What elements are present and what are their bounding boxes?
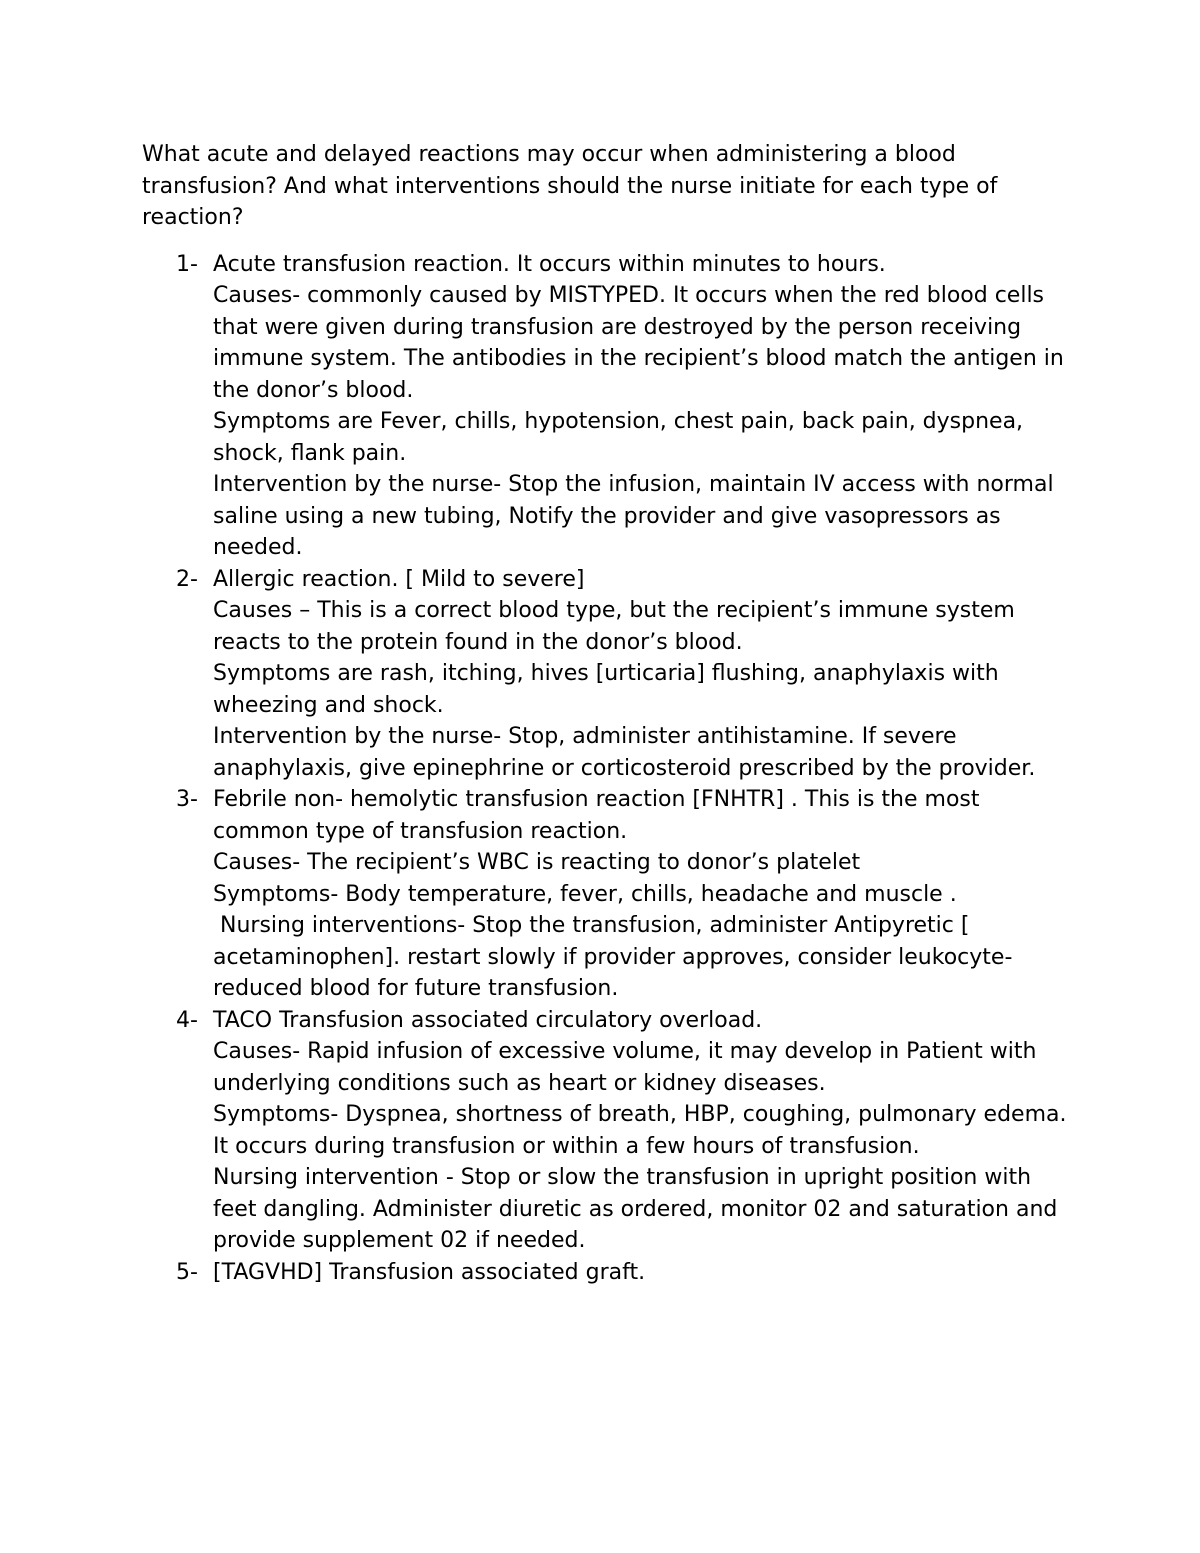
item-title: Allergic reaction. [ Mild to severe] [213, 566, 585, 592]
list-item-number: 4- [176, 1007, 198, 1033]
item-title: [TAGVHD] Transfusion associated graft. [213, 1259, 646, 1285]
list-item-number: 5- [176, 1259, 198, 1285]
list-item-number: 3- [176, 787, 198, 812]
list-item [142, 784, 1077, 1005]
item-symptoms: Symptoms- Dyspnea, shortness of breath, HBP, coughing, pulmonary edema. It occurs during transfusion or within a few hours of transfusion. [213, 1102, 1081, 1159]
item-causes: Causes- The recipient’s WBC is reacting to donor’s platelet [213, 850, 861, 875]
list-item [142, 249, 1077, 564]
item-intervention: Intervention by the nurse- Stop, administer antihistamine. If severe anaphylaxis, give epinephrine or corticosteroid prescribed by the provider. [213, 724, 1036, 781]
item-symptoms: Symptoms are rash, itching, hives [urticaria] flushing, anaphylaxis with wheezing and shock. [213, 661, 999, 718]
item-title: TACO Transfusion associated circulatory overload. [213, 1007, 763, 1033]
item-intervention: Intervention by the nurse- Stop the infusion, maintain IV access with normal saline using a new tubing, Notify the provider and give vasopressors as needed. [213, 472, 1054, 560]
item-causes: Causes – This is a correct blood type, but the recipient’s immune system reacts to the protein found in the donor’s blood. [213, 598, 1015, 655]
list-item [142, 564, 1077, 785]
document-body [142, 139, 1081, 1288]
list-item-number: 1- [176, 251, 198, 277]
item-causes: Causes- commonly caused by MISTYPED. It occurs when the red blood cells that were given during transfusion are destroyed by the person receiving immune system. The antibodies in the recipient’s blood match the antigen in the donor’s blood. [213, 283, 1064, 403]
list-item-number: 2- [176, 566, 198, 592]
item-intervention: Nursing intervention - Stop or slow the transfusion in upright position with feet dangling. Administer diuretic as ordered, monitor 02 and saturation and provide supplement 02 if needed. [213, 1165, 1058, 1253]
list-item [142, 1005, 1081, 1257]
item-symptoms: Symptoms- Body temperature, fever, chills, headache and muscle . [213, 881, 957, 907]
item-intervention: Nursing interventions- Stop the transfusion, administer Antipyretic [ acetaminophen]. restart slowly if provider approves, consider leukocyte- reduced blood for future transfusion. [213, 913, 1020, 1001]
item-symptoms: Symptoms are Fever, chills, hypotension, chest pain, back pain, dyspnea, shock, flank pain. [213, 409, 1024, 466]
item-title: Febrile non- hemolytic transfusion reaction [FNHTR] . This is the most common type of transfusion reaction. [213, 787, 980, 844]
item-title: Acute transfusion reaction. It occurs within minutes to hours. [213, 251, 886, 277]
reaction-list [142, 249, 1081, 1289]
question-paragraph: What acute and delayed reactions may occur when administering a blood transfusion? And what interventions should the nurse initiate for each type of reaction? [142, 142, 998, 230]
list-item [142, 1257, 1077, 1289]
item-causes: Causes- Rapid infusion of excessive volume, it may develop in Patient with underlying conditions such as heart or kidney diseases. [213, 1039, 1037, 1096]
